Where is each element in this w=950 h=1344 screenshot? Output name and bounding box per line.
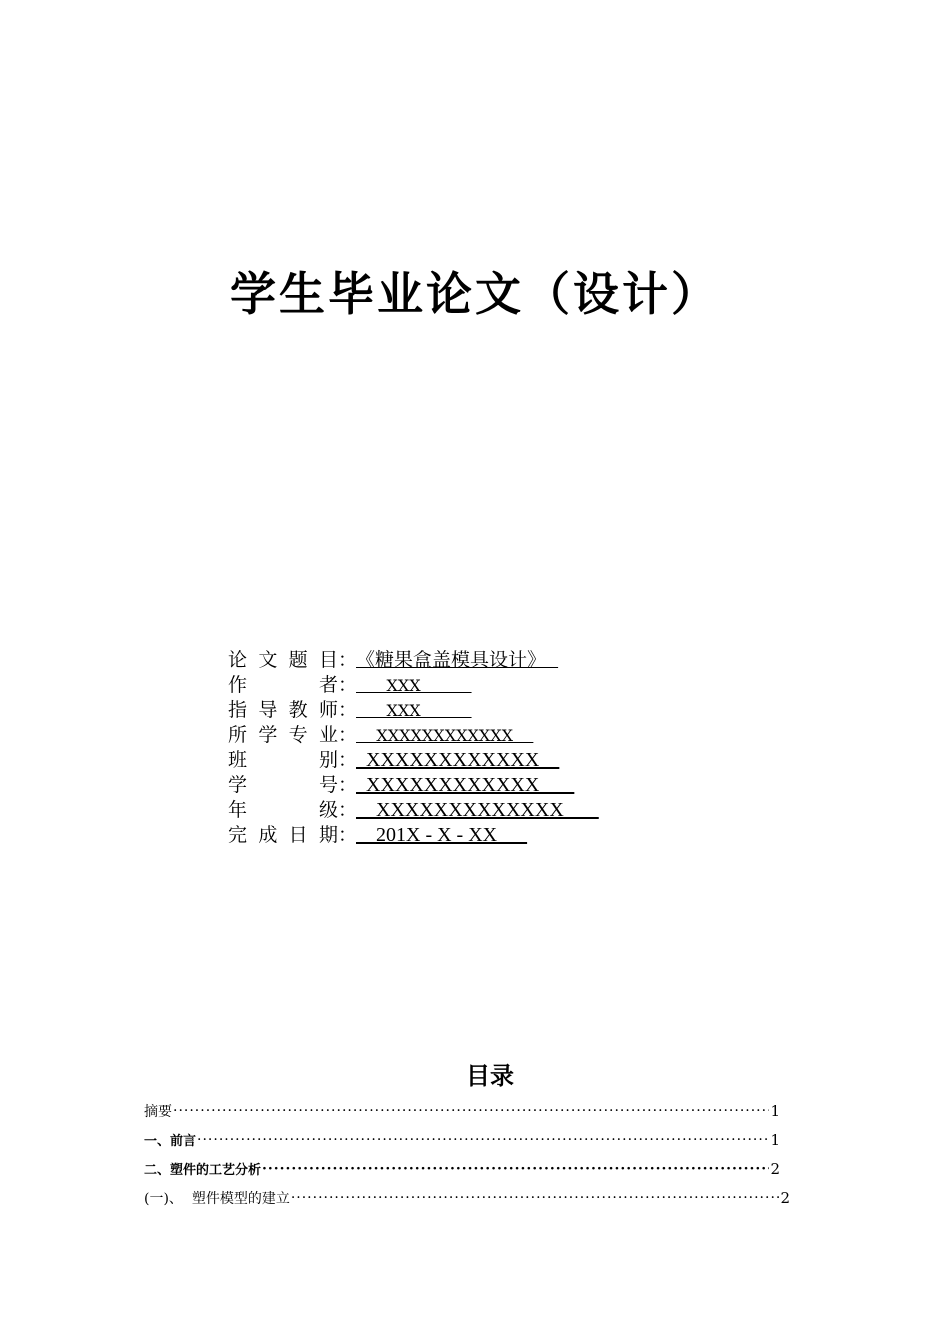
toc-item[interactable] — [144, 1183, 790, 1212]
toc-item-page: 2 — [770, 1159, 780, 1178]
toc-item[interactable] — [144, 1154, 780, 1183]
info-row-grade: 年级 ： XXXXXXXXXXXXX — [228, 799, 599, 821]
info-label: 所学专业 — [228, 724, 338, 746]
info-row-class: 班别 ： XXXXXXXXXXXX — [228, 749, 560, 771]
toc-title: 目录 — [466, 1062, 514, 1090]
info-value: XXXXXXXXXXXX — [356, 774, 575, 796]
info-row-completion-date: 完成日期 ： 201X - X - XX — [228, 824, 528, 846]
toc-item-page: 2 — [780, 1188, 790, 1207]
toc-leader-dots — [262, 1161, 769, 1177]
info-label: 完成日期 — [228, 824, 338, 846]
toc-item-text: 一、前言 — [144, 1134, 197, 1149]
info-value: XXX — [356, 701, 472, 720]
info-value: XXXXXXXXXXXX — [356, 749, 560, 771]
toc-item-text: 二、塑件的工艺分析 — [144, 1163, 262, 1178]
toc-item-page: 1 — [770, 1130, 780, 1149]
toc-item[interactable] — [144, 1125, 780, 1154]
info-row-advisor: 指导教师 ： XXX — [228, 699, 472, 721]
info-label: 班别 — [228, 749, 338, 771]
info-value: XXXXXXXXXXXXX — [356, 799, 599, 821]
info-value: XXX — [356, 676, 472, 695]
toc-leader-dots — [173, 1103, 769, 1119]
info-row-topic: 论文题目 ： 《糖果盒盖模具设计》 — [228, 649, 559, 671]
toc-leader-dots — [291, 1190, 780, 1206]
info-row-student-id: 学号 ： XXXXXXXXXXXX — [228, 774, 575, 796]
info-label: 作者 — [228, 674, 338, 696]
info-row-author: 作者 ： XXX — [228, 674, 472, 696]
info-label: 学号 — [228, 774, 338, 796]
toc-item-page: 1 — [770, 1101, 780, 1120]
info-value: XXXXXXXXXXXX — [356, 726, 534, 745]
thesis-title: 学生毕业论文（设计） — [230, 267, 720, 321]
thesis-info-block — [228, 648, 599, 848]
info-label: 指导教师 — [228, 699, 338, 721]
info-value: 201X - X - XX — [356, 824, 528, 846]
toc-leader-dots — [197, 1132, 769, 1148]
info-value: 《糖果盒盖模具设计》 — [356, 649, 559, 671]
toc-item[interactable] — [144, 1096, 780, 1125]
info-label: 论文题目 — [228, 649, 338, 671]
toc-item-text: 摘要 — [144, 1103, 172, 1120]
table-of-contents — [144, 1096, 790, 1212]
info-label: 年级 — [228, 799, 338, 821]
info-row-major: 所学专业 ： XXXXXXXXXXXX — [228, 724, 534, 746]
toc-item-text: (一)、 塑件模型的建立 — [144, 1190, 290, 1207]
